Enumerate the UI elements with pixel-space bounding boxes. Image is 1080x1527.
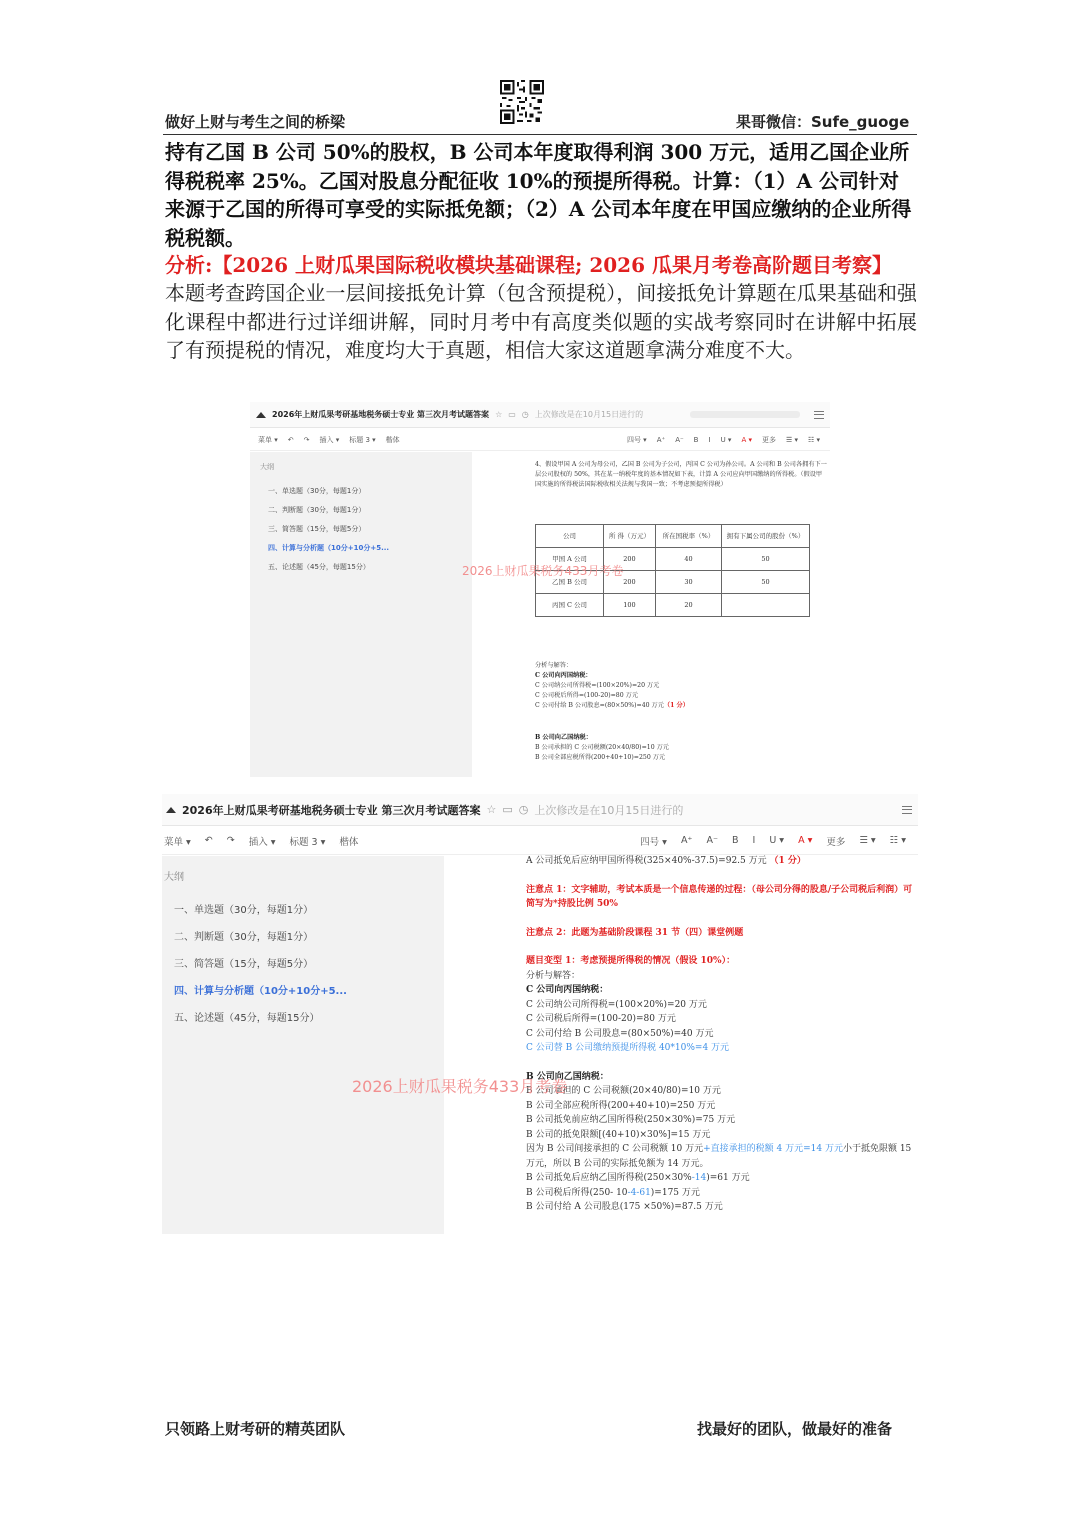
table-cell: 200 bbox=[604, 571, 656, 594]
font-color-button[interactable]: A ▾ bbox=[798, 835, 813, 846]
redo-icon[interactable]: ↷ bbox=[303, 435, 310, 444]
outline-item[interactable]: 二、判断题（30分，每题1分） bbox=[174, 932, 314, 943]
redo-icon[interactable]: ↷ bbox=[226, 835, 235, 846]
after-blue-text: -14 bbox=[691, 1173, 707, 1183]
doc-screenshot-2 bbox=[162, 794, 918, 1234]
problem-statement: 4、假设甲国 A 公司为母公司，乙国 B 公司为子公司，丙国 C 公司为孙公司。A 公司和 B 公司各拥有下一层公司股权的 50%，其在某一纳税年度的基本情况如下表，计算 A 公司应向甲国缴纳的所得税。（假设甲国实施的所得税法国际税收相关法规与我国一致；不考虑预提所得税） bbox=[535, 461, 827, 488]
table-cell: 丙国 C 公司 bbox=[536, 594, 604, 617]
outline-item-active[interactable]: 四、计算与分析题（10分+10分+5... bbox=[174, 986, 347, 997]
outline-item[interactable]: 二、判断题（30分，每题1分） bbox=[268, 506, 366, 514]
score-label: （1 分） bbox=[769, 856, 806, 866]
watermark: 2026上财瓜果税务433月考卷 bbox=[352, 1077, 568, 1096]
star-icon[interactable]: ☆ bbox=[486, 803, 497, 816]
header-right-wechat: 果哥微信：Sufe_guoge bbox=[736, 113, 910, 131]
answer-line: C 公司付给 B 公司股息=(80×50%)=40 万元 bbox=[535, 702, 664, 709]
toolbar-menu-button[interactable]: 菜单 ▾ bbox=[164, 836, 191, 848]
table-cell: 20 bbox=[656, 594, 722, 617]
font-increase-button[interactable]: A⁺ bbox=[680, 835, 693, 846]
after-text: B 公司抵免后应纳乙国所得税(250×30% bbox=[526, 1173, 692, 1183]
undo-icon[interactable]: ↶ bbox=[204, 835, 213, 846]
outline-panel bbox=[162, 856, 444, 1234]
c-company-title: C 公司向丙国纳税： bbox=[526, 985, 609, 995]
answer-line: C 公司付给 B 公司股息=(80×50%)=40 万元 bbox=[526, 1028, 714, 1039]
table-cell: 200 bbox=[604, 548, 656, 571]
doc-status: 上次修改是在10月15日进行的 bbox=[534, 803, 684, 817]
c-company-title: C 公司向丙国纳税： bbox=[535, 672, 592, 679]
font-select[interactable]: 楷体 bbox=[385, 435, 400, 444]
menu-icon[interactable] bbox=[902, 806, 912, 814]
answer-line: B 公司抵免前应纳乙国所得税(250×30%)=75 万元 bbox=[526, 1115, 736, 1125]
note-1: 注意点 1：文字辅助，考试本质是一个信息传递的过程：（母公司分得的股息/子公司税后利润）可简写为*持股比例 50% bbox=[526, 884, 913, 909]
italic-button[interactable]: I bbox=[752, 835, 756, 846]
star-icon[interactable]: ☆ bbox=[495, 410, 503, 419]
font-size-select[interactable]: 四号 ▾ bbox=[640, 836, 667, 848]
list-button[interactable]: ☰ ▾ bbox=[859, 835, 876, 846]
table-cell: 50 bbox=[722, 571, 810, 594]
outline-item[interactable]: 三、简答题（15分，每题5分） bbox=[174, 959, 314, 970]
clock-icon: ◷ bbox=[518, 803, 529, 816]
home-icon[interactable] bbox=[166, 807, 176, 813]
more-button[interactable]: 更多 bbox=[761, 435, 776, 444]
font-size-select[interactable]: 四号 ▾ bbox=[626, 435, 647, 444]
doc-content bbox=[526, 854, 916, 1215]
toolbar-menu-button[interactable]: 菜单 ▾ bbox=[258, 435, 278, 444]
heading-select[interactable]: 标题 3 ▾ bbox=[349, 435, 376, 444]
ordered-list-button[interactable]: ☷ ▾ bbox=[889, 835, 906, 846]
outline-item[interactable]: 三、简答题（15分，每题5分） bbox=[268, 525, 366, 533]
table-header-cell: 所在国税率（%） bbox=[656, 525, 722, 548]
answer-line bbox=[526, 1171, 916, 1186]
answer-line: C 公司纳公司所得税=(100×20%)=20 万元 bbox=[526, 999, 707, 1010]
score-label: （1 分） bbox=[663, 702, 689, 709]
outline-item[interactable]: 一、单选题（30分，每题1分） bbox=[174, 905, 314, 916]
table-cell: 乙国 B 公司 bbox=[536, 571, 604, 594]
doc-title: 2026年上财瓜果考研基地税务硕士专业 第三次月考试题答案 bbox=[272, 410, 490, 419]
table-cell: 甲国 A 公司 bbox=[536, 548, 604, 571]
doc-status: 上次修改是在10月15日进行的 bbox=[534, 410, 644, 419]
because-text: 因为 B 公司间接承担的 C 公司税额 10 万元 bbox=[526, 1144, 704, 1154]
more-button[interactable]: 更多 bbox=[826, 836, 846, 848]
table-cell bbox=[722, 594, 810, 617]
answer-line: C 公司纳公司所得税=(100×20%)=20 万元 bbox=[535, 682, 660, 689]
analysis-body: 本题考查跨国企业一层间接抵免计算（包含预提税），间接抵免计算题在瓜果基础和强化课程中都进行过详细讲解，同时月考中有高度类似题的实战考察同时在讲解中拓展了有预提税的情况，难度均大于真题，相信大家这道题拿满分难度不大。 bbox=[165, 281, 917, 362]
table-header-row bbox=[536, 525, 810, 548]
insert-button[interactable]: 插入 ▾ bbox=[319, 435, 340, 444]
outline-item[interactable]: 五、论述题（45分，每题15分） bbox=[268, 563, 370, 571]
answer-line: B 公司全部应税所得(200+40+10)=250 万元 bbox=[526, 1100, 716, 1111]
outline-panel bbox=[250, 452, 472, 777]
font-select[interactable]: 楷体 bbox=[339, 836, 359, 848]
bold-button[interactable]: B bbox=[731, 835, 739, 846]
doc-titlebar bbox=[250, 402, 830, 428]
header-divider bbox=[163, 134, 917, 135]
answer-line: C 公司税后所得=(100-20)=80 万元 bbox=[526, 1014, 676, 1024]
variant-title: 题目变型 1：考虑预提所得税的情况（假设 10%）： bbox=[526, 956, 736, 966]
because-blue-text: +直接承担的税额 4 万元=14 万元 bbox=[703, 1144, 843, 1154]
question-text: 持有乙国 B 公司 50%的股权，B 公司本年度取得利润 300 万元，适用乙国企业所得税税率 25%。乙国对股息分配征收 10%的预提所得税。计算：（1）A 公司针对来源于乙国的所得可享受的实际抵免额；（2）A 公司本年度在甲国应缴纳的企业所得税税额。 bbox=[165, 140, 912, 250]
font-decrease-button[interactable]: A⁻ bbox=[675, 435, 684, 444]
clock-icon: ◷ bbox=[521, 410, 529, 419]
bold-button[interactable]: B bbox=[693, 435, 699, 444]
italic-button[interactable]: I bbox=[708, 435, 711, 444]
doc-toolbar bbox=[162, 827, 918, 855]
table-cell: 50 bbox=[722, 548, 810, 571]
menu-icon[interactable] bbox=[814, 411, 824, 419]
doc-title: 2026年上财瓜果考研基地税务硕士专业 第三次月考试题答案 bbox=[182, 803, 481, 817]
b-company-title: B 公司向乙国纳税： bbox=[535, 734, 592, 741]
answer-line: B 公司的抵免限额[(40+10)×30%]=15 万元 bbox=[526, 1129, 711, 1140]
ordered-list-button[interactable]: ☷ ▾ bbox=[807, 435, 820, 444]
analysis-title: 分析:【2026 上财瓜果国际税收模块基础课程; 2026 瓜果月考卷高阶题目考察】 bbox=[165, 253, 892, 277]
list-button[interactable]: ☰ ▾ bbox=[785, 435, 798, 444]
after-text-end: )=61 万元 bbox=[706, 1173, 750, 1183]
outline-item[interactable]: 五、论述题（45分，每题15分） bbox=[174, 1013, 320, 1024]
watermark: 2026上财瓜果税务433月考卷 bbox=[462, 564, 624, 578]
because-text-end: 小于抵免限额 15 万元，所以 B 公司的实际抵免额为 14 万元。 bbox=[526, 1144, 912, 1169]
folder-icon[interactable]: ▭ bbox=[502, 803, 513, 816]
net-text: B 公司税后所得(250- 10 bbox=[526, 1187, 628, 1198]
footer-right-slogan: 找最好的团队，做最好的准备 bbox=[697, 1420, 893, 1438]
doc-user-blur bbox=[778, 806, 888, 813]
insert-button[interactable]: 插入 ▾ bbox=[248, 836, 276, 848]
withholding-line: C 公司替 B 公司缴纳预提所得税 40*10%=4 万元 bbox=[526, 1043, 730, 1053]
table-cell: 100 bbox=[604, 594, 656, 617]
footer-left-slogan: 只领路上财考研的精英团队 bbox=[165, 1420, 346, 1438]
folder-icon[interactable]: ▭ bbox=[508, 410, 516, 419]
underline-button[interactable]: U ▾ bbox=[720, 435, 732, 444]
answer-line bbox=[526, 1142, 916, 1171]
font-increase-button[interactable]: A⁺ bbox=[656, 435, 666, 444]
answer-line: A 公司抵免后应纳甲国所得税(325×40%-37.5)=92.5 万元 bbox=[526, 856, 767, 866]
answer-line: B 公司付给 A 公司股息(175 ×50%)=87.5 万元 bbox=[526, 1202, 723, 1212]
table-header-cell: 公司 bbox=[536, 525, 604, 548]
answer-line bbox=[526, 1186, 916, 1201]
doc-content bbox=[535, 460, 827, 763]
net-blue-text: -4-61 bbox=[627, 1187, 651, 1198]
table-cell: 30 bbox=[656, 571, 722, 594]
qr-code-icon bbox=[500, 80, 544, 124]
outline-item-active[interactable]: 四、计算与分析题（10分+10分+5... bbox=[268, 544, 390, 552]
outline-title: 大纲 bbox=[260, 463, 274, 471]
answer-line: B 公司承担的 C 公司税额(20×40/80)=10 万元 bbox=[535, 744, 669, 751]
doc-user-blur bbox=[690, 411, 800, 418]
doc-screenshot-1 bbox=[250, 402, 830, 777]
outline-title: 大纲 bbox=[164, 872, 184, 883]
table-cell: 40 bbox=[656, 548, 722, 571]
note-2: 注意点 2：此题为基础阶段课程 31 节（四）课堂例题 bbox=[526, 927, 744, 938]
outline-item[interactable]: 一、单选题（30分，每题1分） bbox=[268, 487, 366, 495]
answer-label: 分析与解答： bbox=[526, 970, 581, 981]
table-row bbox=[536, 594, 810, 617]
doc-toolbar bbox=[250, 429, 830, 451]
font-decrease-button[interactable]: A⁻ bbox=[706, 835, 718, 846]
answer-line: B 公司全部应税所得(200+40+10)=250 万元 bbox=[535, 754, 666, 761]
net-text-end: )=175 万元 bbox=[650, 1187, 700, 1198]
b-company-title: B 公司向乙国纳税： bbox=[526, 1071, 609, 1082]
header-left-slogan: 做好上财与考生之间的桥梁 bbox=[165, 113, 346, 131]
doc-titlebar bbox=[162, 794, 918, 826]
font-color-button[interactable]: A ▾ bbox=[741, 435, 752, 444]
table-header-cell: 所 得（万元） bbox=[604, 525, 656, 548]
answer-line: C 公司税后所得=(100-20)=80 万元 bbox=[535, 692, 639, 699]
answer-line: B 公司承担的 C 公司税额(20×40/80)=10 万元 bbox=[526, 1086, 721, 1096]
home-icon[interactable] bbox=[256, 412, 266, 418]
heading-select[interactable]: 标题 3 ▾ bbox=[289, 836, 326, 848]
table-header-cell: 拥有下属公司的股份（%） bbox=[722, 525, 810, 548]
undo-icon[interactable]: ↶ bbox=[287, 435, 294, 444]
answer-label: 分析与解答： bbox=[535, 662, 573, 669]
underline-button[interactable]: U ▾ bbox=[769, 835, 785, 846]
